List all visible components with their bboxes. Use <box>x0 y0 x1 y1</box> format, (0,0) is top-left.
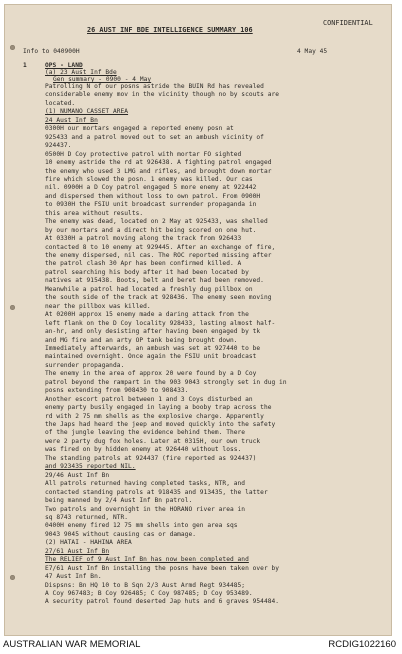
punch-hole <box>10 45 15 50</box>
body-line: the enemy dispersed, nil cas. The ROC reported missing after <box>45 252 272 259</box>
body-line: the Japs had heard the jeep and moved quickly into the safety <box>45 421 276 428</box>
body-subheading: (1) NUMANO CASSET AREA <box>45 108 129 116</box>
body-line: 924437. <box>45 142 72 150</box>
classification-mark: CONFIDENTIAL <box>323 19 373 27</box>
body-line: rd with 2 75 mm shells as the explosive charge. Apparently <box>45 412 264 420</box>
body-line: contacted standing patrols at 918435 and 913435, the latter <box>45 488 268 496</box>
punch-hole <box>10 575 15 580</box>
subsection-heading: (a) 23 Aust Inf Bde <box>45 69 117 76</box>
body-line: and MG fire and an arty OP tank being brought down. <box>45 336 238 344</box>
body-line: the enemy who used 3 LMG and rifles, and brought down mortar <box>45 167 272 175</box>
body-line: an-hr, and only desisting after having been engaged by tk <box>45 328 261 336</box>
body-line: this area without results. <box>45 209 144 217</box>
body-line: maintained overnight. Once again the FSIU unit broadcast <box>45 353 257 361</box>
body-subheading: The RELIEF of 9 Aust Inf Bn has now been completed and <box>45 556 249 564</box>
document-page <box>4 4 392 636</box>
general-summary-heading: Gen summary - 0900 - 4 May <box>53 76 152 83</box>
body-line: of the jungle leaving the evidence behind them. There <box>45 429 246 437</box>
body-line: At 0200H approx 15 enemy made a daring attack from the <box>45 311 249 319</box>
body-line: Patrolling N of our posns astride the BUIN Rd has revealed <box>45 83 264 90</box>
body-line: were 2 party dug fox holes. Later at 0315H, our own truck <box>45 437 261 445</box>
section-title: OPS - LAND <box>45 62 83 69</box>
body-line: Another escort patrol between 1 and 3 Coys disturbed an <box>45 395 253 403</box>
body-line: 9043 9045 without causing cas or damage. <box>45 530 197 538</box>
document-date: 4 May 45 <box>297 48 328 55</box>
body-subheading: and 923435 reported NIL. <box>45 463 136 471</box>
body-line: posns extending from 908430 to 908433. <box>45 387 189 395</box>
body-line: considerable enemy mov in the vicinity though no by scouts are <box>45 91 280 99</box>
body-line: patrol beyond the rampart in the 903 9043 strongly set in dug in <box>45 378 287 386</box>
body-line: Immediately afterwards, an ambush was set at 927440 to be <box>45 344 261 352</box>
body-line: 925433 and a patrol moved out to set an ambush vicinity of <box>45 133 264 141</box>
document-title: 26 AUST INF BDE INTELLIGENCE SUMMARY 106 <box>87 26 253 34</box>
body-line: contacted 8 to 10 enemy at 929445. After an exchange of fire, <box>45 243 276 251</box>
record-id: RCDIG1022160 <box>328 639 396 650</box>
body-line: the south side of the track at 928436. The enemy seen moving <box>45 294 272 302</box>
body-line: Two patrols and overnight in the HORANO river area in <box>45 505 246 513</box>
body-line: At 0330H a patrol moving along the track from 926433 <box>45 235 242 243</box>
body-line: 29/46 Aust Inf Bn <box>45 471 110 479</box>
body-subheading: 24 Aust Inf Bn <box>45 116 98 124</box>
body-line: All patrols returned having completed tasks, NTR, and <box>45 480 246 488</box>
body-line: being manned by 2/4 Aust Inf Bn patrol. <box>45 497 193 505</box>
body-line: 47 Aust Inf Bn. <box>45 573 102 581</box>
body-line: located. <box>45 99 76 107</box>
body-line: The enemy in the area of approx 20 were found by a D Coy <box>45 370 257 378</box>
body-line: by our mortars and a direct hit being scored on one hut. <box>45 226 257 234</box>
body-line: 10 enemy astride the rd at 926438. A fighting patrol engaged <box>45 159 272 167</box>
body-line: and dispersed them without loss to own patrol. From 0900H <box>45 192 261 200</box>
body-line: sq 8743 returned, NTR. <box>45 513 129 521</box>
body-line: natives at 915438. Boots, belt and beret had been removed. <box>45 277 264 285</box>
body-line: nil. 0900H a D Coy patrol engaged 5 more enemy at 922442 <box>45 184 257 192</box>
body-line: A security patrol found deserted Jap huts and 6 graves 954484. <box>45 598 280 606</box>
body-line: Dispsns: Bn HQ 10 to B Sqn 2/3 Aust Armd Regt 934485; <box>45 581 246 589</box>
body-line: surrender propaganda. <box>45 361 125 369</box>
body-line: E7/61 Aust Inf Bn installing the posns have been taken over by <box>45 564 280 572</box>
body-line: near the pillbox was killed. <box>45 302 151 310</box>
punch-hole <box>10 305 15 310</box>
archive-name: AUSTRALIAN WAR MEMORIAL <box>3 639 141 650</box>
body-subheading: 27/61 Aust Inf Bn <box>45 547 110 555</box>
body-line: 0300H our mortars engaged a reported enemy posn at <box>45 125 234 133</box>
body-line: 0400H enemy fired 12 75 mm shells into gen area sqs <box>45 522 238 530</box>
body-line: A Coy 967483; B Coy 926485; C Coy 987485; D Coy 953489. <box>45 590 253 597</box>
body-line: (2) HATAI - HAHINA AREA <box>45 539 132 547</box>
body-line: 0500H D Coy protective patrol with mortar FO sighted <box>45 150 242 158</box>
body-line: was fired on by hidden enemy at 926440 without loss. <box>45 446 242 454</box>
body-line: left flank on the D Coy locality 928433, lasting almost half- <box>45 319 276 327</box>
body-line: Meanwhile a patrol had located a freshly dug pillbox on <box>45 285 253 293</box>
archive-footer <box>0 636 402 654</box>
body-line: The standing patrols at 924437 (fire reported as 924437) <box>45 454 257 462</box>
info-line: Info to 040900H <box>23 48 80 55</box>
body-line: fire which slowed the posn. 1 enemy was killed. Our cas <box>45 175 253 183</box>
body-line: enemy party busily engaged in laying a booby trap across the <box>45 404 272 412</box>
body-line: The enemy was dead, located on 2 May at 925433, was shelled <box>45 218 268 226</box>
body-line: the patrol clash 30 Apr has been confirmed killed. A <box>45 260 242 268</box>
section-number: 1 <box>23 62 27 69</box>
body-line: patrol searching his body after it had been located by <box>45 268 249 276</box>
body-line: to 0930H the FSIU unit broadcast surrender propaganda in <box>45 201 257 209</box>
